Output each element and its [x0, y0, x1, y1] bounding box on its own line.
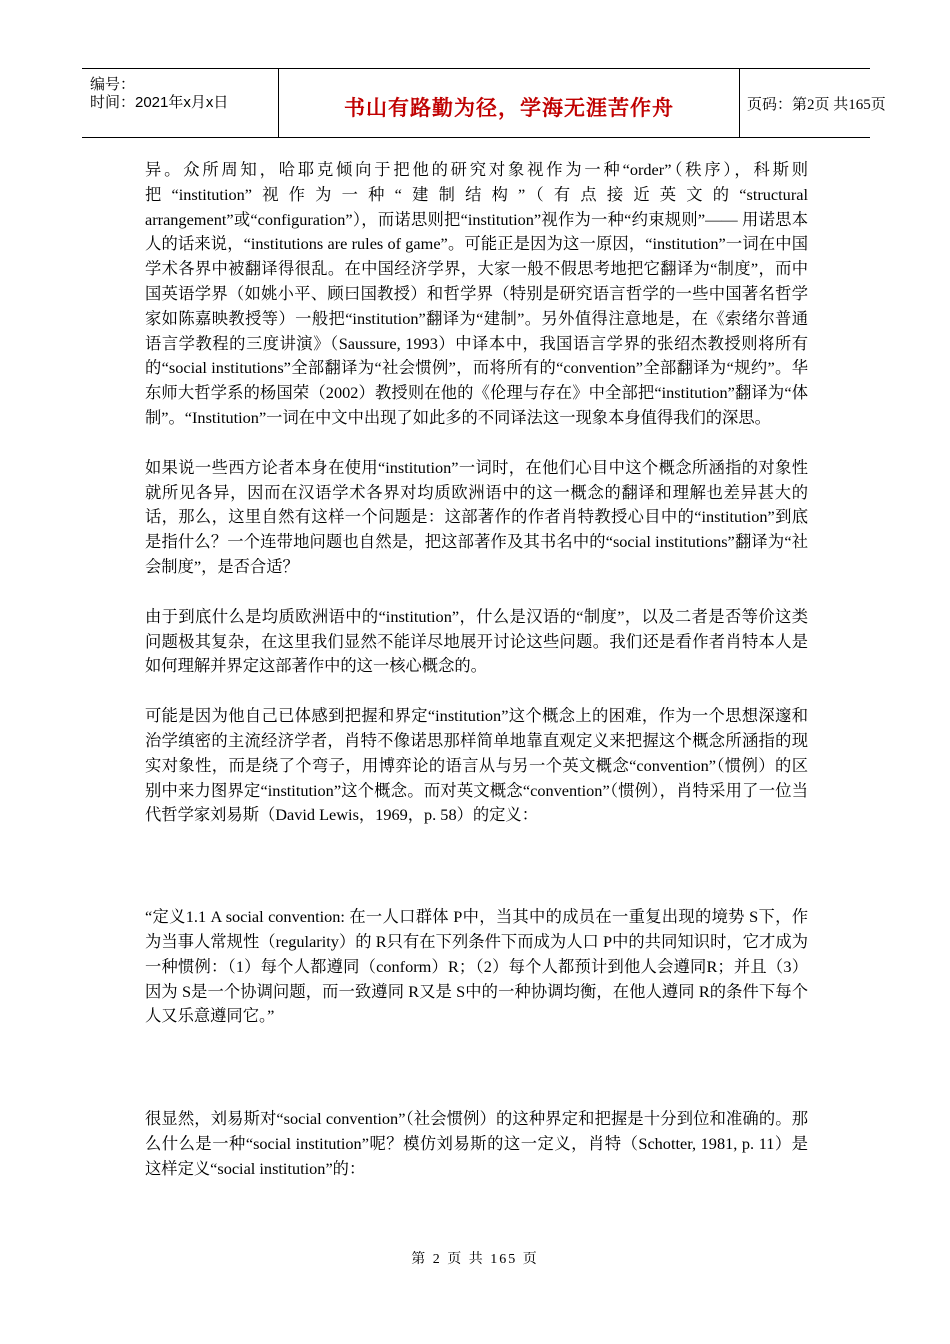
paragraph-translations: 异。众所周知，哈耶克倾向于把他的研究对象视作为一种“order”（秩序），科斯则把“institution”视作为一种“建制结构”（有点接近英文的“structural arrangement”或“configuration”），而诺思则把“institution”视作为一种“约束规则”—— 用诺思本人的话来说，“institutions are rules of game”。可能正是因为这一原因，“institution”一词在中国学术各界中被翻译得很乱。在中国经济学界，大家一般不假思考地把它翻译为“制度”，而中国英语学界（如姚小平、顾曰国教授）和哲学界（特别是研究语言哲学的一些中国著名哲学家如陈嘉映教授等）一般把“institution”翻译为“建制”。另外值得注意地是，在《索绪尔普通语言学教程的三度讲演》（Saussure, 1993）中译本中，我国语言学界的张绍杰教授则将所有的“social institutions”全部翻译为“社会惯例”，而将所有的“convention”全部翻译为“规约”。华东师大哲学系的杨国荣（2002）教授则在他的《伦理与存在》中全部把“institution”翻译为“体制”。“Institution”一词在中文中出现了如此多的不同译法这一现象本身值得我们的深思。: [145, 160, 808, 427]
page-header: [82, 68, 886, 138]
header-meta-cell: [82, 69, 278, 137]
page-footer: 第 2 页 共 165 页: [411, 1252, 539, 1267]
header-motto-cell: [278, 69, 740, 137]
paragraph-complexity: 由于到底什么是均质欧洲语中的“institution”，什么是汉语的“制度”，以及二者是否等价这类问题极其复杂，在这里我们显然不能详尽地展开讨论这些问题。我们还是看作者肖特本人是如何理解并界定这部著作中的这一核心概念的。: [145, 606, 808, 676]
document-date-label: 时间：2021年x月x日: [90, 94, 229, 111]
header-page-cell: [739, 69, 886, 137]
definition-quote: “定义1.1 A social convention: 在一人口群体 P中，当其中的成员在一重复出现的境势 S下，作为当事人常规性（regularity）的 R只有在下列条件下而成为人口 P中的共同知识时，它才成为一种惯例：（1）每个人都遵同（conform）R；（2）每个人都预计到他人会遵同R；并且（3）因为 S是一个协调问题，而一致遵同 R又是 S中的一种协调均衡，在他人遵同 R的条件下每个人又乐意遵同它。”: [145, 907, 808, 1026]
header-page-number: 页码：第2页 共165页: [747, 97, 886, 113]
header-motto: 书山有路勤为径，学海无涯苦作舟: [344, 96, 674, 120]
paragraph-schotter-approach: 可能是因为他自己已体感到把握和界定“institution”这个概念上的困难，作为一个思想深邃和治学缜密的主流经济学者，肖特不像诺思那样简单地靠直观定义来把握这个概念所涵指的现实对象性，而是绕了个弯子，用博弈论的语言从与另一个英文概念“convention”（惯例）的区别中来力图界定“institution”这个概念。而对英文概念“convention”（惯例），肖特采用了一位当代哲学家刘易斯（David Lewis，1969，p. 58）的定义：: [145, 706, 808, 825]
document-body: [145, 158, 808, 1207]
paragraph-question: 如果说一些西方论者本身在使用“institution”一词时，在他们心目中这个概念所涵指的对象性就所见各异，因而在汉语学术各界对均质欧洲语中的这一概念的翻译和理解也差异甚大的话，那么，这里自然有这样一个问题是：这部著作的作者肖特教授心目中的“institution”到底是指什么？一个连带地问题也自然是，把这部著作及其书名中的“social institutions”翻译为“社会制度”，是否合适？: [145, 457, 808, 576]
paragraph-social-institution: 很显然，刘易斯对“social convention”（社会惯例）的这种界定和把握是十分到位和准确的。那么什么是一种“social institution”呢？模仿刘易斯的这一定义，肖特（Schotter, 1981, p. 11）是这样定义“social institution”的：: [145, 1109, 808, 1178]
document-number-label: 编号：: [90, 76, 136, 93]
